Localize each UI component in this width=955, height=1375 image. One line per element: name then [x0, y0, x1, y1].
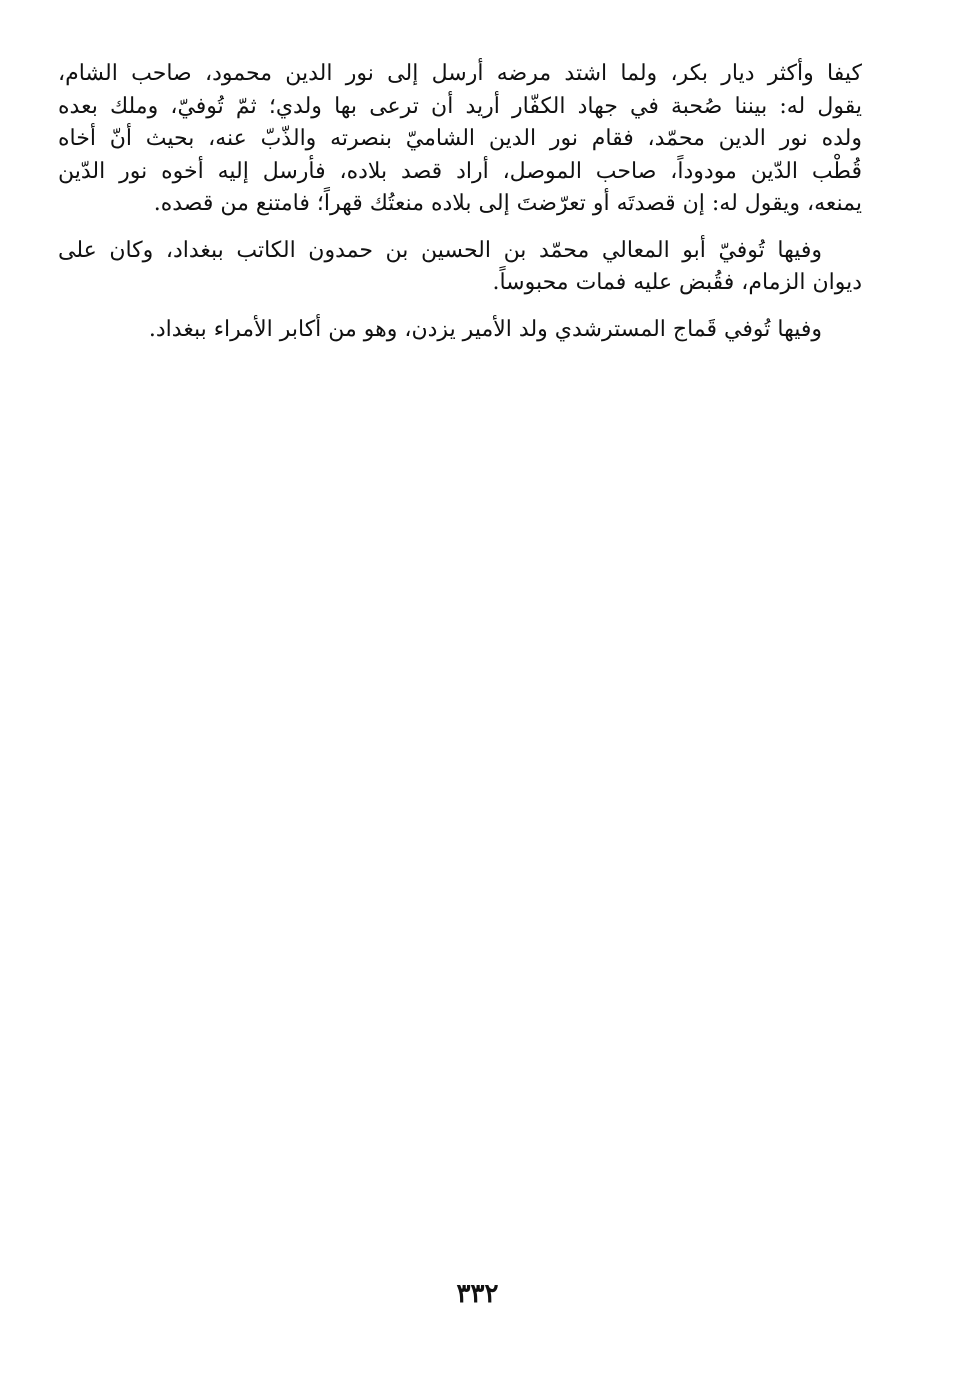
- paragraph-2: [58, 235, 862, 300]
- body-text: [58, 58, 862, 360]
- text-line: قُطْب الدّين مودوداً، صاحب الموصل، أراد قصد بلاده، فأرسل إليه أخوه نور الدّين: [58, 158, 862, 184]
- paragraph-3: [58, 314, 862, 347]
- text-line: ديوان الزمام، فقُبض عليه فمات محبوساً.: [492, 270, 862, 295]
- page-number: ٣٣٢: [456, 1279, 499, 1309]
- text-line: يمنعه، ويقول له: إن قصدتَه أو تعرّضتَ إلى بلاده منعتُك قهراً؛ فامتنع من قصده.: [153, 191, 862, 216]
- text-line: كيفا وأكثر ديار بكر، ولما اشتد مرضه أرسل إلى نور الدين محمود، صاحب الشام،: [58, 61, 862, 86]
- text-line: وفيها تُوفيّ أبو المعالي محمّد بن الحسين بن حمدون الكاتب ببغداد، وكان على: [58, 237, 822, 263]
- text-line: ولده نور الدين محمّد، فقام نور الدين الشاميّ بنصرته والذّبّ عنه، بحيث أنّ أخاه: [58, 126, 862, 151]
- text-line: يقول له: بيننا صُحبة في جهاد الكفّار أريد أن ترعى بها ولدي؛ ثمّ تُوفيّ، وملك بعده: [58, 93, 863, 119]
- paragraph-1: [58, 58, 862, 221]
- text-line: وفيها تُوفي قَماج المسترشدي ولد الأمير يزدن، وهو من أكابر الأمراء ببغداد.: [148, 316, 822, 342]
